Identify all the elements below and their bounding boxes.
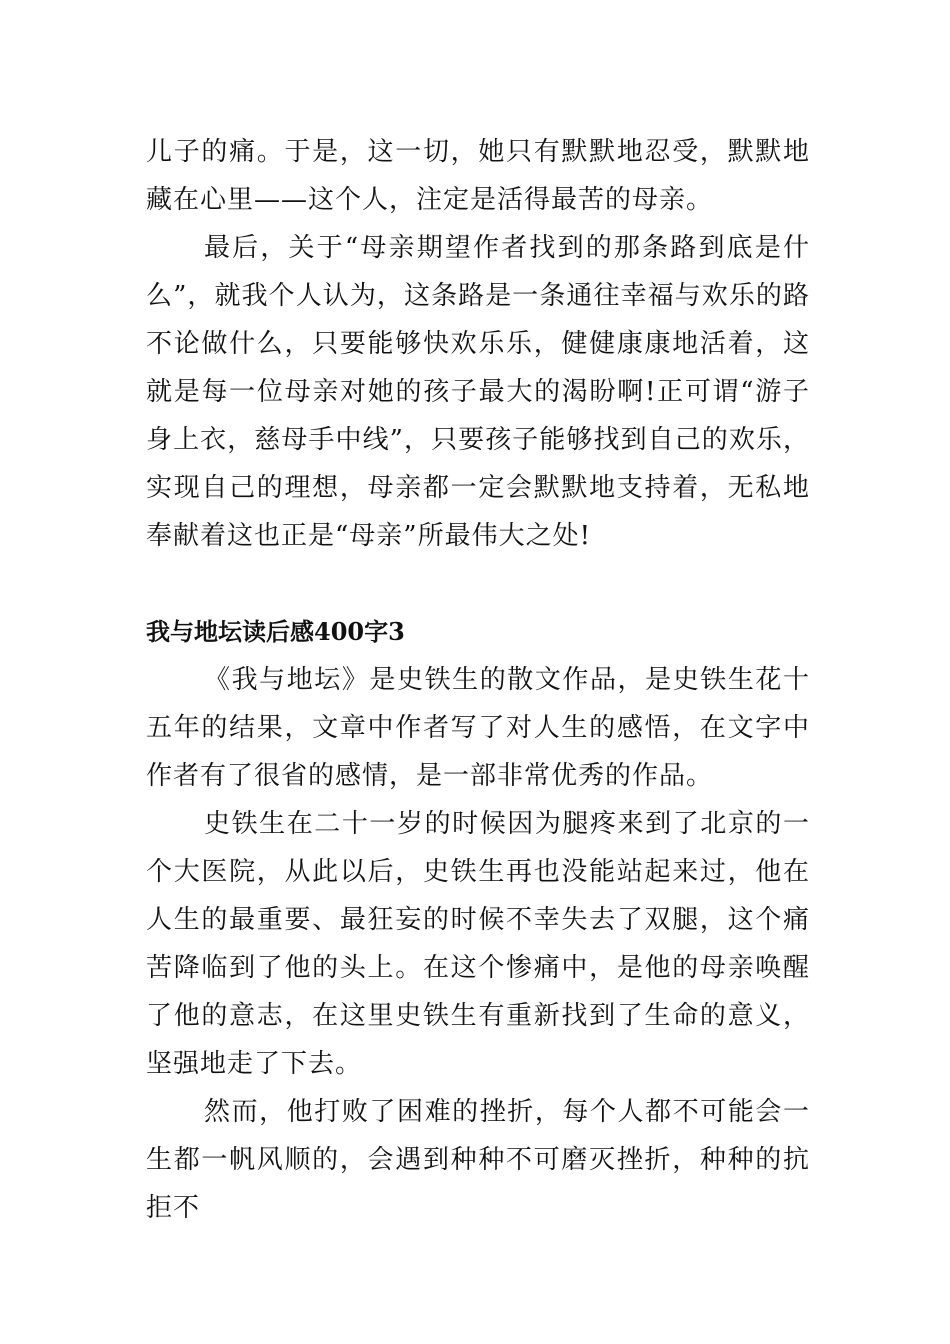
section-gap	[146, 560, 810, 608]
paragraph-setbacks: 然而，他打败了困难的挫折，每个人都不可能会一生都一帆风顺的，会遇到种种不可磨灭挫折，种种的抗拒不	[146, 1097, 810, 1223]
paragraph-illness: 史铁生在二十一岁的时候因为腿疼来到了北京的一个大医院，从此以后，史铁生再也没能站起来过，他在人生的最重要、最狂妄的时候不幸失去了双腿，这个痛苦降临到了他的头上。在这个惨痛中，是他的母亲唤醒了他的意志，在这里史铁生有重新找到了生命的意义，坚强地走了下去。	[146, 809, 810, 1079]
paragraph-road-meaning: 最后，关于“母亲期望作者找到的那条路到底是什么”，就我个人认为，这条路是一条通往幸福与欢乐的路不论做什么，只要能够快欢乐乐，健健康康地活着，这就是每一位母亲对她的孩子最大的渴盼啊!正可谓“游子身上衣，慈母手中线”，只要孩子能够找到自己的欢乐，实现自己的理想，母亲都一定会默默地支持着，无私地奉献着这也正是“母亲”所最伟大之处!	[146, 233, 810, 551]
document-page	[146, 128, 810, 1232]
paragraph-intro: 《我与地坛》是史铁生的散文作品，是史铁生花十五年的结果，文章中作者写了对人生的感悟，在文字中作者有了很省的感情，是一部非常优秀的作品。	[146, 665, 810, 791]
paragraph-mother-suffering: 儿子的痛。于是，这一切，她只有默默地忍受，默默地藏在心里——这个人，注定是活得最苦的母亲。	[146, 137, 810, 215]
section-heading: 我与地坛读后感400字3	[146, 617, 405, 646]
